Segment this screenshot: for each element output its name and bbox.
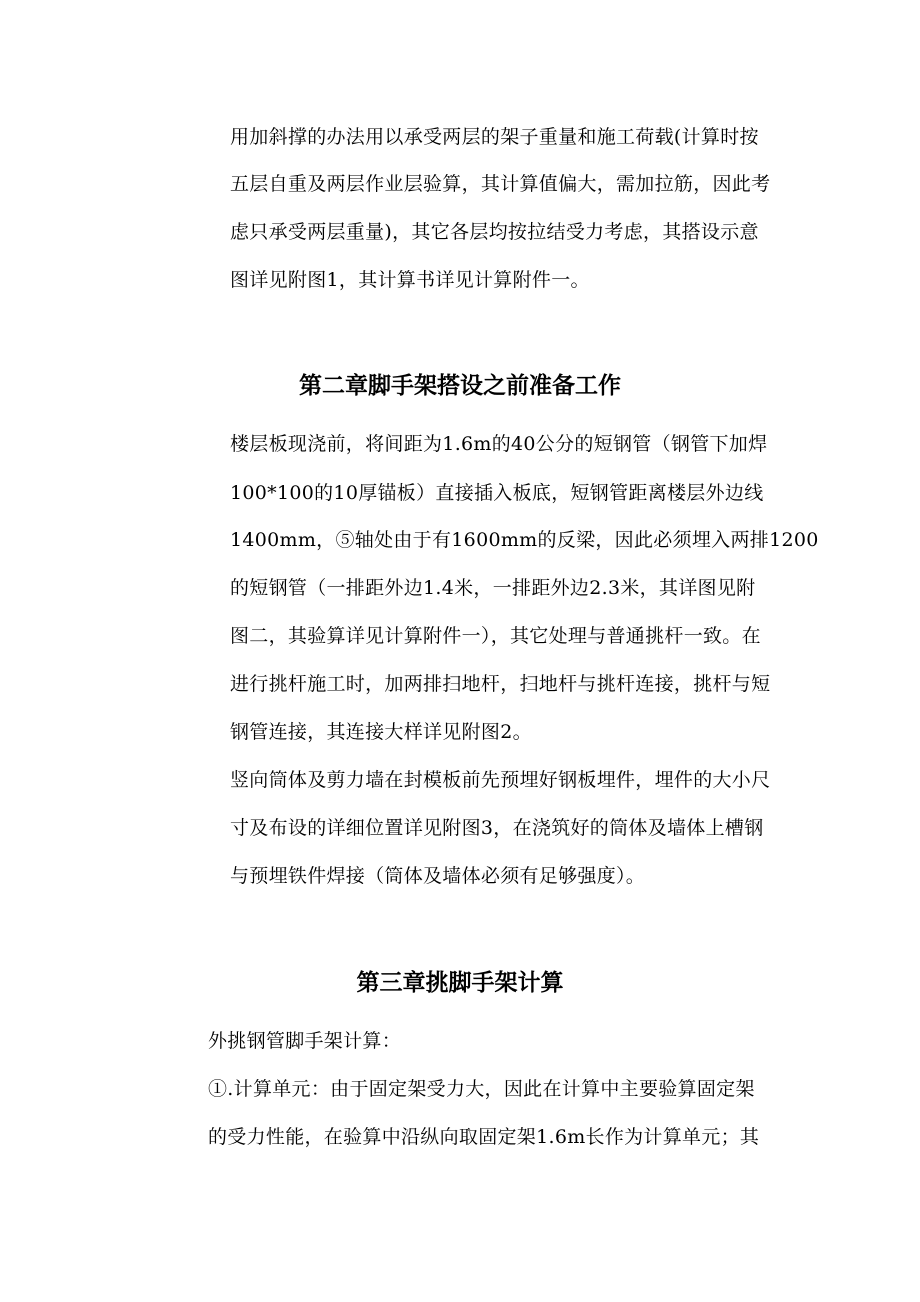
- chapter-2-para-1-line-3: 1400mm，⑤轴处由于有1600mm的反梁，因此必须埋入两排1200: [230, 529, 819, 551]
- intro-line-1: 用加斜撑的办法用以承受两层的架子重量和施工荷载(计算时按: [230, 126, 759, 148]
- chapter-2-para-1-line-7: 钢管连接，其连接大样详见附图2。: [230, 721, 532, 743]
- chapter-2-para-2-line-3: 与预埋铁件焊接（筒体及墙体必须有足够强度）。: [230, 865, 646, 887]
- chapter-2-para-1-line-4: 的短钢管（一排距外边1.4米，一排距外边2.3米，其详图见附: [230, 577, 756, 599]
- chapter-2-para-2-line-2: 寸及布设的详细位置详见附图3，在浇筑好的筒体及墙体上槽钢: [230, 817, 764, 839]
- chapter-3-para-1-line-1: ①.计算单元：由于固定架受力大，因此在计算中主要验算固定架: [208, 1078, 755, 1100]
- chapter-3-subtitle: 外挑钢管脚手架计算：: [208, 1030, 402, 1052]
- chapter-2-title: 第二章脚手架搭设之前准备工作: [299, 373, 621, 399]
- intro-line-2: 五层自重及两层作业层验算，其计算值偏大，需加拉筋，因此考: [230, 173, 771, 195]
- chapter-2-para-2-line-1: 竖向筒体及剪力墙在封模板前先预埋好钢板埋件，埋件的大小尺: [230, 769, 771, 791]
- intro-line-4: 图详见附图1，其计算书详见计算附件一。: [230, 269, 590, 291]
- intro-line-3: 虑只承受两层重量)，其它各层均按拉结受力考虑，其搭设示意: [230, 221, 759, 243]
- chapter-3-para-1-line-2: 的受力性能，在验算中沿纵向取固定架1.6m长作为计算单元；其: [208, 1126, 760, 1148]
- chapter-2-para-1-line-5: 图二，其验算详见计算附件一），其它处理与普通挑杆一致。在: [230, 625, 761, 647]
- chapter-3-title: 第三章挑脚手架计算: [356, 970, 564, 996]
- chapter-2-para-1-line-1: 楼层板现浇前，将间距为1.6m的40公分的短钢管（钢管下加焊: [230, 433, 768, 455]
- chapter-2-para-1-line-2: 100*100的10厚锚板）直接插入板底，短钢管距离楼层外边线: [230, 482, 764, 504]
- chapter-2-para-1-line-6: 进行挑杆施工时，加两排扫地杆，扫地杆与挑杆连接，挑杆与短: [230, 673, 771, 695]
